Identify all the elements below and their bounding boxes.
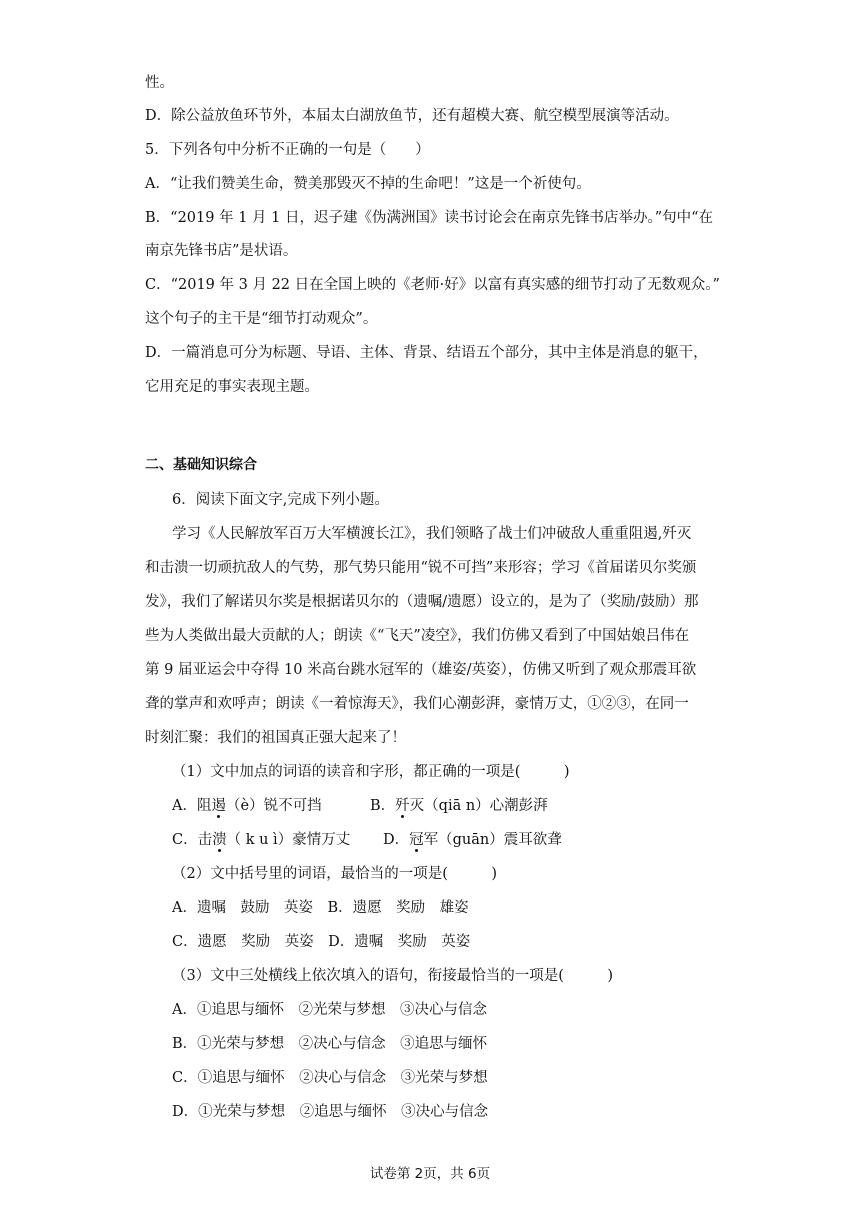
- text-line: 性。: [145, 75, 174, 91]
- text-line: 这个句子的主干是“细节打动观众”。: [145, 311, 378, 327]
- option-b-s3: B．①光荣与梦想 ②决心与信念 ③追思与缅怀: [172, 1036, 488, 1052]
- section-heading: 二、基础知识综合: [145, 457, 257, 473]
- text-line: 南京先锋书店”是状语。: [145, 243, 298, 259]
- passage-line: 发》，我们了解诺贝尔奖是根据诺贝尔的（遗嘱/遗愿）设立的，是为了（奖励/鼓励）那: [145, 594, 699, 610]
- option-c-s3: C．①追思与缅怀 ②决心与信念 ③光荣与梦想: [172, 1070, 488, 1086]
- page-footer: 试卷第 2页，共 6页: [369, 1166, 491, 1182]
- dotted-char: 歼: [395, 798, 410, 814]
- passage-line: 些为人类做出最大贡献的人；朗读《“飞天”凌空》，我们仿佛又看到了中国姑娘吕伟在: [145, 628, 690, 644]
- option-a-q5: A．“让我们赞美生命，赞美那毁灭不掉的生命吧！”这是一个祈使句。: [145, 176, 591, 192]
- options-cd-s2: C．遗愿 奖励 英姿 D．遗嘱 奖励 英姿: [172, 934, 471, 950]
- subquestion-2: （2）文中括号里的词语，最恰当的一项是( ): [172, 866, 498, 882]
- option-a-s3: A．①追思与缅怀 ②光荣与梦想 ③决心与信念: [172, 1002, 487, 1018]
- dotted-char: 溃: [212, 832, 227, 848]
- option-d-q5: D．一篇消息可分为标题、导语、主体、背景、结语五个部分，其中主体是消息的躯干，: [145, 345, 708, 361]
- question-6: 6．阅读下面文字,完成下列小题。: [172, 492, 389, 508]
- passage-line: 第 9 届亚运会中夺得 10 米高台跳水冠军的（雄姿/英姿），仿佛又听到了观众那震耳欲: [145, 662, 697, 678]
- text-line: 它用充足的事实表现主题。: [145, 379, 319, 395]
- option-d-s1: D．冠军（guān）震耳欲聋: [383, 832, 562, 848]
- subquestion-3: （3）文中三处横线上依次填入的语句，衔接最恰当的一项是( ): [172, 968, 614, 984]
- question-5: 5．下列各句中分析不正确的一句是（ ）: [145, 142, 430, 158]
- option-d-q4: D．除公益放鱼环节外，本届太白湖放鱼节，还有超模大赛、航空模型展演等活动。: [145, 108, 679, 124]
- passage-line: 和击溃一切顽抗敌人的气势，那气势只能用“锐不可挡”来形容；学习《首届诺贝尔奖颁: [145, 560, 697, 576]
- passage-line: 学习《人民解放军百万大军横渡长江》，我们领略了战士们冲破敌人重重阻遏,歼灭: [172, 526, 692, 542]
- option-b-s1: B．歼灭（qiā n）心潮彭湃: [370, 798, 548, 814]
- dotted-char: 遏: [211, 798, 226, 814]
- options-ab-s2: A．遗嘱 鼓励 英姿 B．遗愿 奖励 雄姿: [172, 900, 469, 916]
- option-c-q5: C．“2019 年 3 月 22 日在全国上映的《老师·好》以富有真实感的细节打动了无数观众。”: [145, 277, 720, 293]
- option-b-q5: B．“2019 年 1 月 1 日，迟子建《伪满洲国》读书讨论会在南京先锋书店举办。”句中“在: [145, 210, 714, 226]
- option-a-s1: A．阻遏（è）锐不可挡: [172, 798, 322, 814]
- option-c-s1: C．击溃（ k u ì）豪情万丈: [172, 832, 351, 848]
- option-d-s3: D．①光荣与梦想 ②追思与缅怀 ③决心与信念: [172, 1104, 489, 1120]
- dotted-char: 冠: [409, 832, 424, 848]
- passage-line: 时刻汇聚：我们的祖国真正强大起来了！: [145, 730, 406, 746]
- subquestion-1: （1）文中加点的词语的读音和字形，都正确的一项是( ): [172, 764, 570, 780]
- passage-line: 聋的掌声和欢呼声；朗读《一着惊海天》，我们心潮彭湃，豪情万丈，①②③，在同一: [145, 696, 689, 712]
